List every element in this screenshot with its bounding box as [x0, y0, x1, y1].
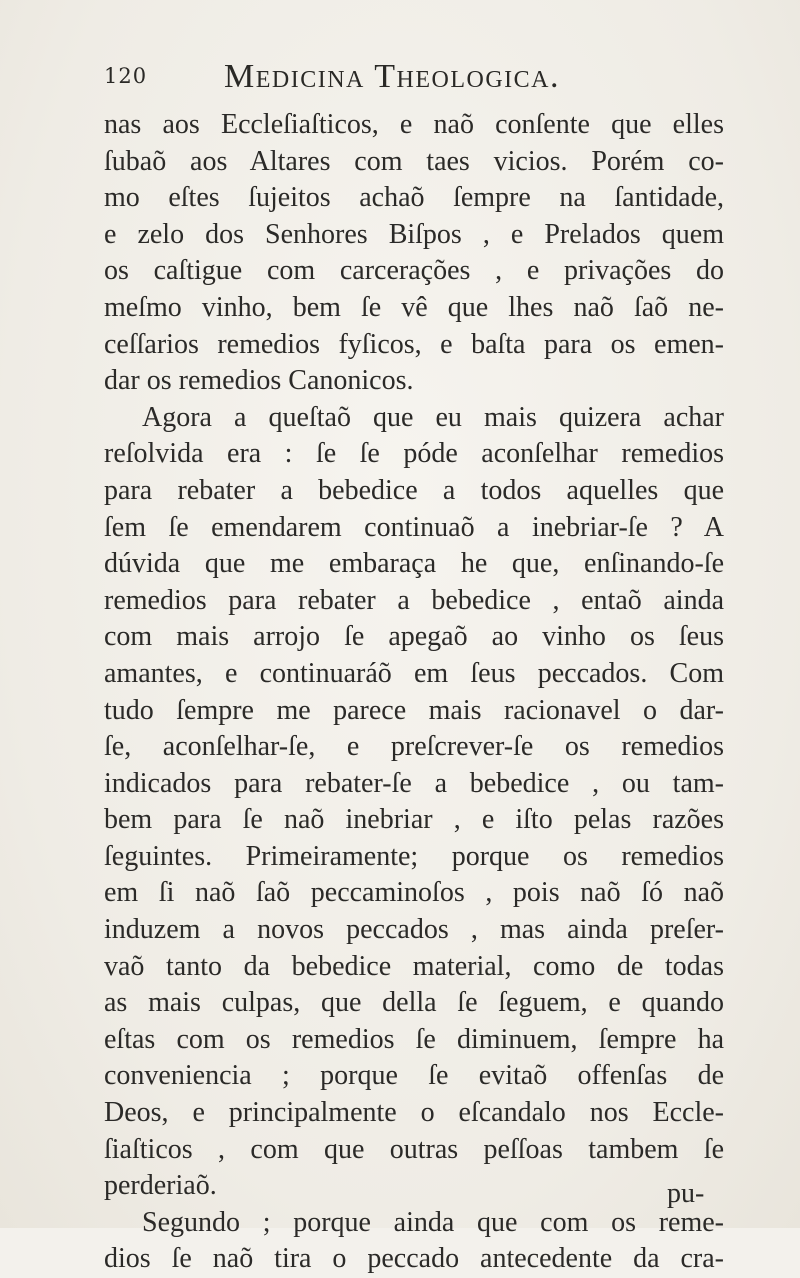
text-line: amantes, e continuaráõ em ſeus peccados. Com [104, 657, 724, 689]
text-line: as mais culpas, que della ſe ſeguem, e quando [104, 987, 724, 1019]
text-line: Segundo ; porque ainda que com os reme- [142, 1206, 724, 1238]
text-line: ſeguintes. Primeiramente; porque os remedios [104, 840, 724, 872]
text-line: em ſi naõ ſaõ peccaminoſos , pois naõ ſó naõ [104, 877, 724, 909]
text-line: eſtas com os remedios ſe diminuem, ſempre ha [104, 1023, 724, 1055]
text-line: Deos, e principalmente o eſcandalo nos Eccle- [104, 1097, 724, 1129]
text-line: e zelo dos Senhores Biſpos , e Prelados quem [104, 218, 724, 250]
text-line: reſolvida era : ſe ſe póde aconſelhar remedios [104, 438, 724, 470]
text-line: conveniencia ; porque ſe evitaõ offenſas de [104, 1060, 724, 1092]
text-line: com mais arrojo ſe apegaõ ao vinho os ſeus [104, 621, 724, 653]
body-text [104, 107, 724, 1278]
text-line: dios ſe naõ tira o peccado antecedente da cra- [104, 1243, 724, 1275]
text-line: os caſtigue com carcerações , e privações do [104, 255, 724, 287]
page-number: 120 [104, 64, 148, 88]
text-line: tudo ſempre me parece mais racionavel o dar- [104, 694, 724, 726]
text-line: ſubaõ aos Altares com taes vicios. Porém co- [104, 145, 724, 177]
text-line: vaõ tanto da bebedice material, como de todas [104, 950, 724, 982]
text-line: ſe, aconſelhar-ſe, e preſcrever-ſe os remedios [104, 731, 724, 763]
text-line: mo eſtes ſujeitos achaõ ſempre na ſantidade, [104, 182, 724, 214]
text-line: remedios para rebater a bebedice , entaõ ainda [104, 584, 724, 616]
text-line: meſmo vinho, bem ſe vê que lhes naõ ſaõ ne- [104, 291, 724, 323]
text-line: induzem a novos peccados , mas ainda preſer- [104, 914, 724, 946]
text-line: perderiaõ. [104, 1170, 217, 1202]
text-line: bem para ſe naõ inebriar , e iſto pelas razões [104, 804, 724, 836]
running-title: Medicina Theologica. [224, 58, 561, 95]
text-line: dúvida que me embaraça he que, enſinando-ſe [104, 548, 724, 580]
text-line: Agora a queſtaõ que eu mais quizera achar [142, 401, 724, 433]
text-line: indicados para rebater-ſe a bebedice , ou tam- [104, 767, 724, 799]
text-line: nas aos Eccleſiaſticos, e naõ conſente que elles [104, 109, 724, 140]
text-line: ſiaſticos , com que outras peſſoas tambem ſe [104, 1133, 724, 1165]
page-header [104, 58, 704, 102]
text-line: ceſſarios remedios fyſicos, e baſta para os emen- [104, 328, 724, 360]
text-line: para rebater a bebedice a todos aquelles que [104, 474, 724, 506]
text-line: dar os remedios Canonicos. [104, 365, 414, 397]
text-line: ſem ſe emendarem continuaõ a inebriar-ſe ? A [104, 511, 724, 543]
catchword: pu- [667, 1178, 705, 1209]
